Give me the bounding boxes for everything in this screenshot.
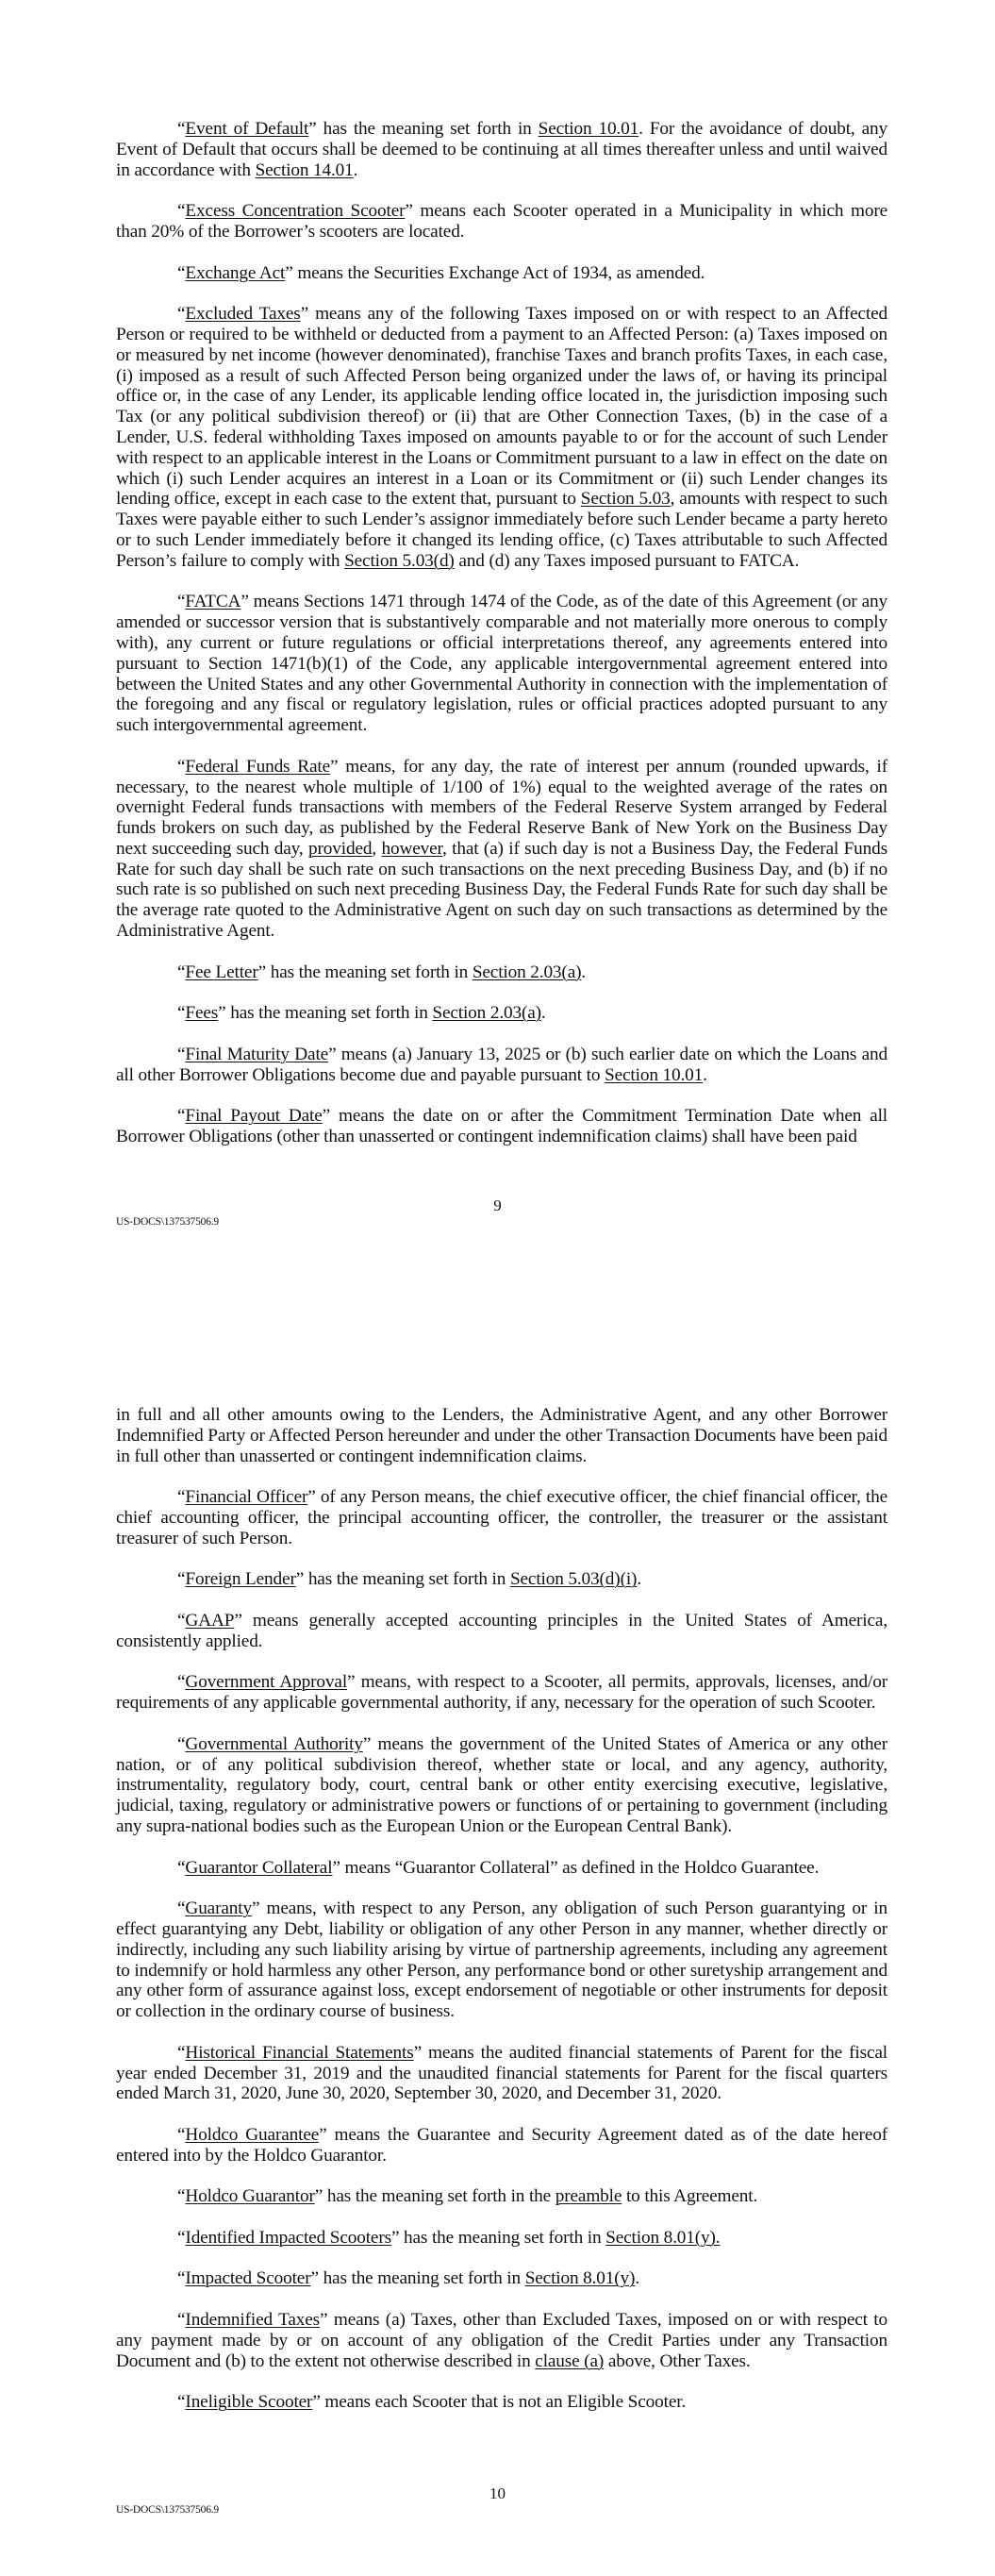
definition-paragraph [116, 2043, 887, 2104]
paragraph-text: ” has the meaning set forth in [257, 962, 473, 982]
paragraph-text: ” has the meaning set forth in [218, 1003, 433, 1024]
defined-term-or-reference: Section 10.01 [605, 1064, 704, 1085]
paragraph-text: “ [177, 1610, 186, 1631]
defined-term-or-reference: Holdco Guarantee [185, 2124, 320, 2145]
defined-term-or-reference: Indemnified Taxes [185, 2310, 321, 2331]
defined-term-or-reference: Excess Concentration Scooter [185, 201, 406, 222]
paragraph-text: . For the avoidance of doubt, any Event of Default that occurs shall be deemed to be continuing at all times thereafter unless and until waived in accordance with [116, 119, 887, 180]
paragraph-text: ” means (a) January 13, 2025 or (b) such earlier date on which the Loans and all other Borrower Obligations become due and payable pursuant to [116, 1044, 887, 1085]
paragraph-text: ” means Sections 1471 through 1474 of the Code, as of the date of this Agreement (or any amended or successor version that is substantively comparable and not materially more onerous to comply with), any current or future regulations or official interpretations thereof, any agreements entered into pursuant to Section 1471(b)(1) of the Code, any applicable intergovernmental agreement entered into between the United States and any other Governmental Authority in connection with the implementation of the foregoing and any fiscal or regulatory legislation, rules or official practices adopted pursuant to any such intergovernmental agreement. [116, 592, 887, 736]
paragraph-text: ” has the meaning set forth in [295, 1569, 510, 1590]
paragraph-text: ” has the meaning set forth in [390, 2227, 606, 2248]
definition-paragraph [116, 757, 887, 942]
paragraph-text: ” means the audited financial statements of Parent for the fiscal year ended December 31, 2019 and the unaudited financial statements for Parent for the fiscal quarters ended March 31, 2020, June 30, 2020, September 30, 2020, and December 31, 2020. [116, 2042, 887, 2104]
defined-term-or-reference: Section 8.01(y) [524, 2268, 636, 2289]
defined-term-or-reference: Impacted Scooter [185, 2268, 311, 2289]
paragraph-text: “ [177, 1487, 186, 1508]
paragraph-text: ” means generally accepted accounting principles in the United States of America, consistently applied. [116, 1610, 887, 1651]
paragraph-text: “ [177, 2268, 186, 2289]
paragraph-text: ” of any Person means, the chief executive officer, the chief financial officer, the chief accounting officer, the principal accounting officer, the controller, the treasurer or the assistant treasurer of such Person. [116, 1487, 887, 1548]
defined-term-or-reference: Section 5.03(d)(i) [509, 1569, 638, 1590]
definition-paragraph [116, 1569, 887, 1590]
paragraph-text: ” means the Securities Exchange Act of 1934, as amended. [285, 262, 705, 283]
defined-term-or-reference: Identified Impacted Scooters [185, 2227, 391, 2248]
defined-term-or-reference: Final Payout Date [185, 1106, 323, 1127]
defined-term-or-reference: Foreign Lender [185, 1569, 296, 1590]
defined-term-or-reference: Holdco Guarantor [185, 2186, 315, 2207]
definition-paragraph [116, 1405, 887, 1466]
paragraph-text: . [540, 1003, 546, 1024]
defined-term-or-reference: Exchange Act [185, 262, 286, 283]
paragraph-text: , that (a) if such day is not a Business Day, the Federal Funds Rate for such day shall be such rate on such transactions on the next preceding Business Day, and (b) if no such rate is so published on such next preceding Business Day, the Federal Funds Rate for such day shall be the average rate quoted to the Administrative Agent on such day on such transactions as determined by the Administrative Agent. [116, 838, 888, 942]
paragraph-text: “ [177, 1044, 186, 1064]
paragraph-text: “ [177, 1899, 186, 1919]
paragraph-text: ” means the Guarantee and Security Agreement dated as of the date hereof entered into by the Holdco Guarantor. [116, 2124, 887, 2166]
paragraph-text: “ [177, 1003, 186, 1024]
defined-term-or-reference: Final Maturity Date [185, 1044, 329, 1064]
defined-term-or-reference: Section 5.03 [580, 489, 671, 510]
defined-term-or-reference: provided [308, 838, 373, 859]
defined-term-or-reference: GAAP [185, 1610, 235, 1631]
defined-term-or-reference: Financial Officer [185, 1487, 308, 1508]
page-number: 9 [493, 1196, 502, 1214]
definition-paragraph [116, 304, 887, 571]
paragraph-text: , [372, 838, 382, 859]
paragraph-text: “ [177, 2392, 186, 2413]
paragraph-text: ” means the date on or after the Commitment Termination Date when all Borrower Obligations (other than unasserted or contingent indemnification claims) shall have been paid [116, 1106, 888, 1147]
paragraph-text: “ [177, 592, 186, 612]
defined-term-or-reference: FATCA [185, 592, 241, 612]
page-number: 10 [489, 2484, 506, 2502]
defined-term-or-reference: Section 5.03(d) [344, 550, 455, 571]
definition-paragraph [116, 1734, 887, 1837]
paragraph-text: ” means any of the following Taxes imposed on or with respect to an Affected Person or required to be withheld or deducted from a payment to an Affected Person: (a) Taxes imposed on or measured by net income (however denominated), franchise Taxes and branch profits Taxes, in each case, (i) imposed as a result of such Affected Person being organized under the laws of, or having its principal office or, in the case of any Lender, its applicable lending office located in, the jurisdiction imposing such Tax (or any political subdivision thereof) or (ii) that are Other Connection Taxes, (b) in the case of a Lender, U.S. federal withholding Taxes imposed on amounts payable to or for the account of such Lender with respect to an applicable interest in the Loans or Commitment pursuant to a law in effect on the date on which (i) such Lender acquires an interest in a Loan or its Commitment or (ii) such Lender changes its lending office, except in each case to the extent that, pursuant to [116, 304, 887, 510]
paragraph-text: “ [177, 1569, 186, 1590]
paragraph-text: ” means “Guarantor Collateral” as defined in the Holdco Guarantee. [332, 1857, 820, 1878]
definition-paragraph [116, 119, 887, 180]
paragraph-text: “ [177, 1672, 186, 1693]
page-body [116, 1405, 887, 2434]
defined-term-or-reference: Excluded Taxes [185, 304, 301, 325]
paragraph-text: “ [177, 2124, 186, 2145]
paragraph-text: “ [177, 262, 186, 283]
paragraph-text: ” has the meaning set forth in the [314, 2186, 556, 2207]
paragraph-text: and (d) any Taxes imposed pursuant to FATCA. [454, 550, 800, 571]
defined-term-or-reference: Section 8.01(y). [605, 2227, 721, 2248]
definition-paragraph [116, 962, 887, 983]
definition-paragraph [116, 2392, 887, 2413]
paragraph-text: “ [177, 201, 186, 222]
definition-paragraph [116, 201, 887, 243]
defined-term-or-reference: Section 2.03(a) [432, 1003, 541, 1024]
defined-term-or-reference: Fees [185, 1003, 219, 1024]
paragraph-text: “ [177, 304, 186, 325]
paragraph-text: “ [177, 2042, 186, 2063]
defined-term-or-reference: preamble [555, 2186, 622, 2207]
paragraph-text: . [581, 962, 587, 982]
defined-term-or-reference: Governmental Authority [185, 1733, 363, 1754]
definition-paragraph [116, 1672, 887, 1714]
paragraph-text: . [353, 159, 358, 180]
paragraph-text: “ [177, 1733, 186, 1754]
paragraph-text: “ [177, 962, 186, 982]
paragraph-text: ” means (a) Taxes, other than Excluded Taxes, imposed on or with respect to any payment made by or on account of any obligation of the Credit Parties under any Transaction Document and (b) to the extent not otherwise described in [116, 2310, 887, 2371]
definition-paragraph [116, 1899, 887, 2022]
definition-paragraph [116, 1858, 887, 1879]
paragraph-text: . [703, 1064, 707, 1085]
document-id: US-DOCS\137537506.9 [116, 1216, 219, 1228]
paragraph-text: ” means each Scooter operated in a Municipality in which more than 20% of the Borrower’s scooters are located. [116, 201, 888, 242]
paragraph-text: ” means the government of the United States of America or any other nation, or of any political subdivision thereof, whether state or local, and any agency, authority, instrumentality, regulatory body, court, central bank or other entity exercising executive, legislative, judicial, taxing, regulatory or administrative powers or functions of or pertaining to government (including any supra-national bodies such as the European Union or the European Central Bank). [116, 1733, 887, 1836]
defined-term-or-reference: however [381, 838, 443, 859]
paragraph-text: ” means, with respect to a Scooter, all permits, approvals, licenses, and/or requirements of any applicable governmental authority, if any, necessary for the operation of such Scooter. [116, 1672, 887, 1714]
defined-term-or-reference: clause (a) [535, 2350, 605, 2371]
definition-paragraph [116, 2186, 887, 2207]
paragraph-text: ” means, for any day, the rate of interest per annum (rounded upwards, if necessary, to the nearest whole multiple of 1/100 of 1%) equal to the weighted average of the rates on overnight Federal funds transactions with members of the Federal Reserve System arranged by Federal funds brokers on such day, as published by the Federal Reserve Bank of New York on the Business Day next succeeding such day, [116, 756, 887, 859]
defined-term-or-reference: Federal Funds Rate [185, 756, 330, 777]
definition-paragraph [116, 2268, 887, 2289]
definition-paragraph [116, 1487, 887, 1548]
paragraph-text: in full and all other amounts owing to the Lenders, the Administrative Agent, and any other Borrower Indemnified Party or Affected Person hereunder and under the other Transaction Documents have been paid in full other than unasserted or contingent indemnification claims. [116, 1405, 887, 1466]
defined-term-or-reference: Section 10.01 [538, 119, 639, 139]
page-body [116, 119, 887, 1168]
paragraph-text: “ [177, 2310, 186, 2331]
paragraph-text: , amounts with respect to such Taxes were payable either to such Lender’s assignor immediately before such Lender became a party hereto or to such Lender immediately before it changed its lending office, (c) Taxes attributable to such Affected Person’s failure to comply with [116, 489, 887, 571]
defined-term-or-reference: Event of Default [185, 119, 309, 139]
defined-term-or-reference: Ineligible Scooter [185, 2392, 313, 2413]
defined-term-or-reference: Section 14.01 [255, 159, 354, 180]
paragraph-text: “ [177, 2186, 186, 2207]
definition-paragraph [116, 2310, 887, 2371]
defined-term-or-reference: Section 2.03(a) [472, 962, 582, 982]
paragraph-text: “ [177, 1106, 186, 1127]
paragraph-text: . [637, 1569, 641, 1590]
document-id: US-DOCS\137537506.9 [116, 2504, 219, 2516]
defined-term-or-reference: Guarantor Collateral [185, 1857, 333, 1878]
definition-paragraph [116, 592, 887, 736]
paragraph-text: ” has the meaning set forth in [308, 119, 539, 139]
defined-term-or-reference: Guaranty [185, 1899, 252, 1919]
paragraph-text: ” has the meaning set forth in [310, 2268, 525, 2289]
definition-paragraph [116, 1106, 887, 1147]
paragraph-text: ” means each Scooter that is not an Eligible Scooter. [312, 2392, 687, 2413]
definition-paragraph [116, 1003, 887, 1024]
defined-term-or-reference: Historical Financial Statements [185, 2042, 414, 2063]
definition-paragraph [116, 1611, 887, 1652]
defined-term-or-reference: Government Approval [185, 1672, 348, 1693]
definition-paragraph [116, 1045, 887, 1086]
paragraph-text: “ [177, 2227, 186, 2248]
definition-paragraph [116, 2125, 887, 2166]
paragraph-text: “ [177, 119, 186, 139]
paragraph-text: above, Other Taxes. [604, 2350, 751, 2371]
paragraph-text: “ [177, 1857, 186, 1878]
paragraph-text: . [635, 2268, 639, 2289]
definition-paragraph [116, 2228, 887, 2249]
paragraph-text: to this Agreement. [622, 2186, 758, 2207]
definition-paragraph [116, 263, 887, 284]
defined-term-or-reference: Fee Letter [185, 962, 258, 982]
paragraph-text: ” means, with respect to any Person, any obligation of such Person guarantying or in effect guarantying any Debt, liability or obligation of any other Person in any manner, whether directly or indirectly, including any such liability arising by virtue of partnership agreements, including any agreement to indemnify or hold harmless any other Person, any performance bond or other suretyship arrangement and any other form of assurance against loss, except endorsement of negotiable or other instruments for deposit or collection in the ordinary course of business. [116, 1899, 887, 2022]
paragraph-text: “ [177, 756, 186, 777]
